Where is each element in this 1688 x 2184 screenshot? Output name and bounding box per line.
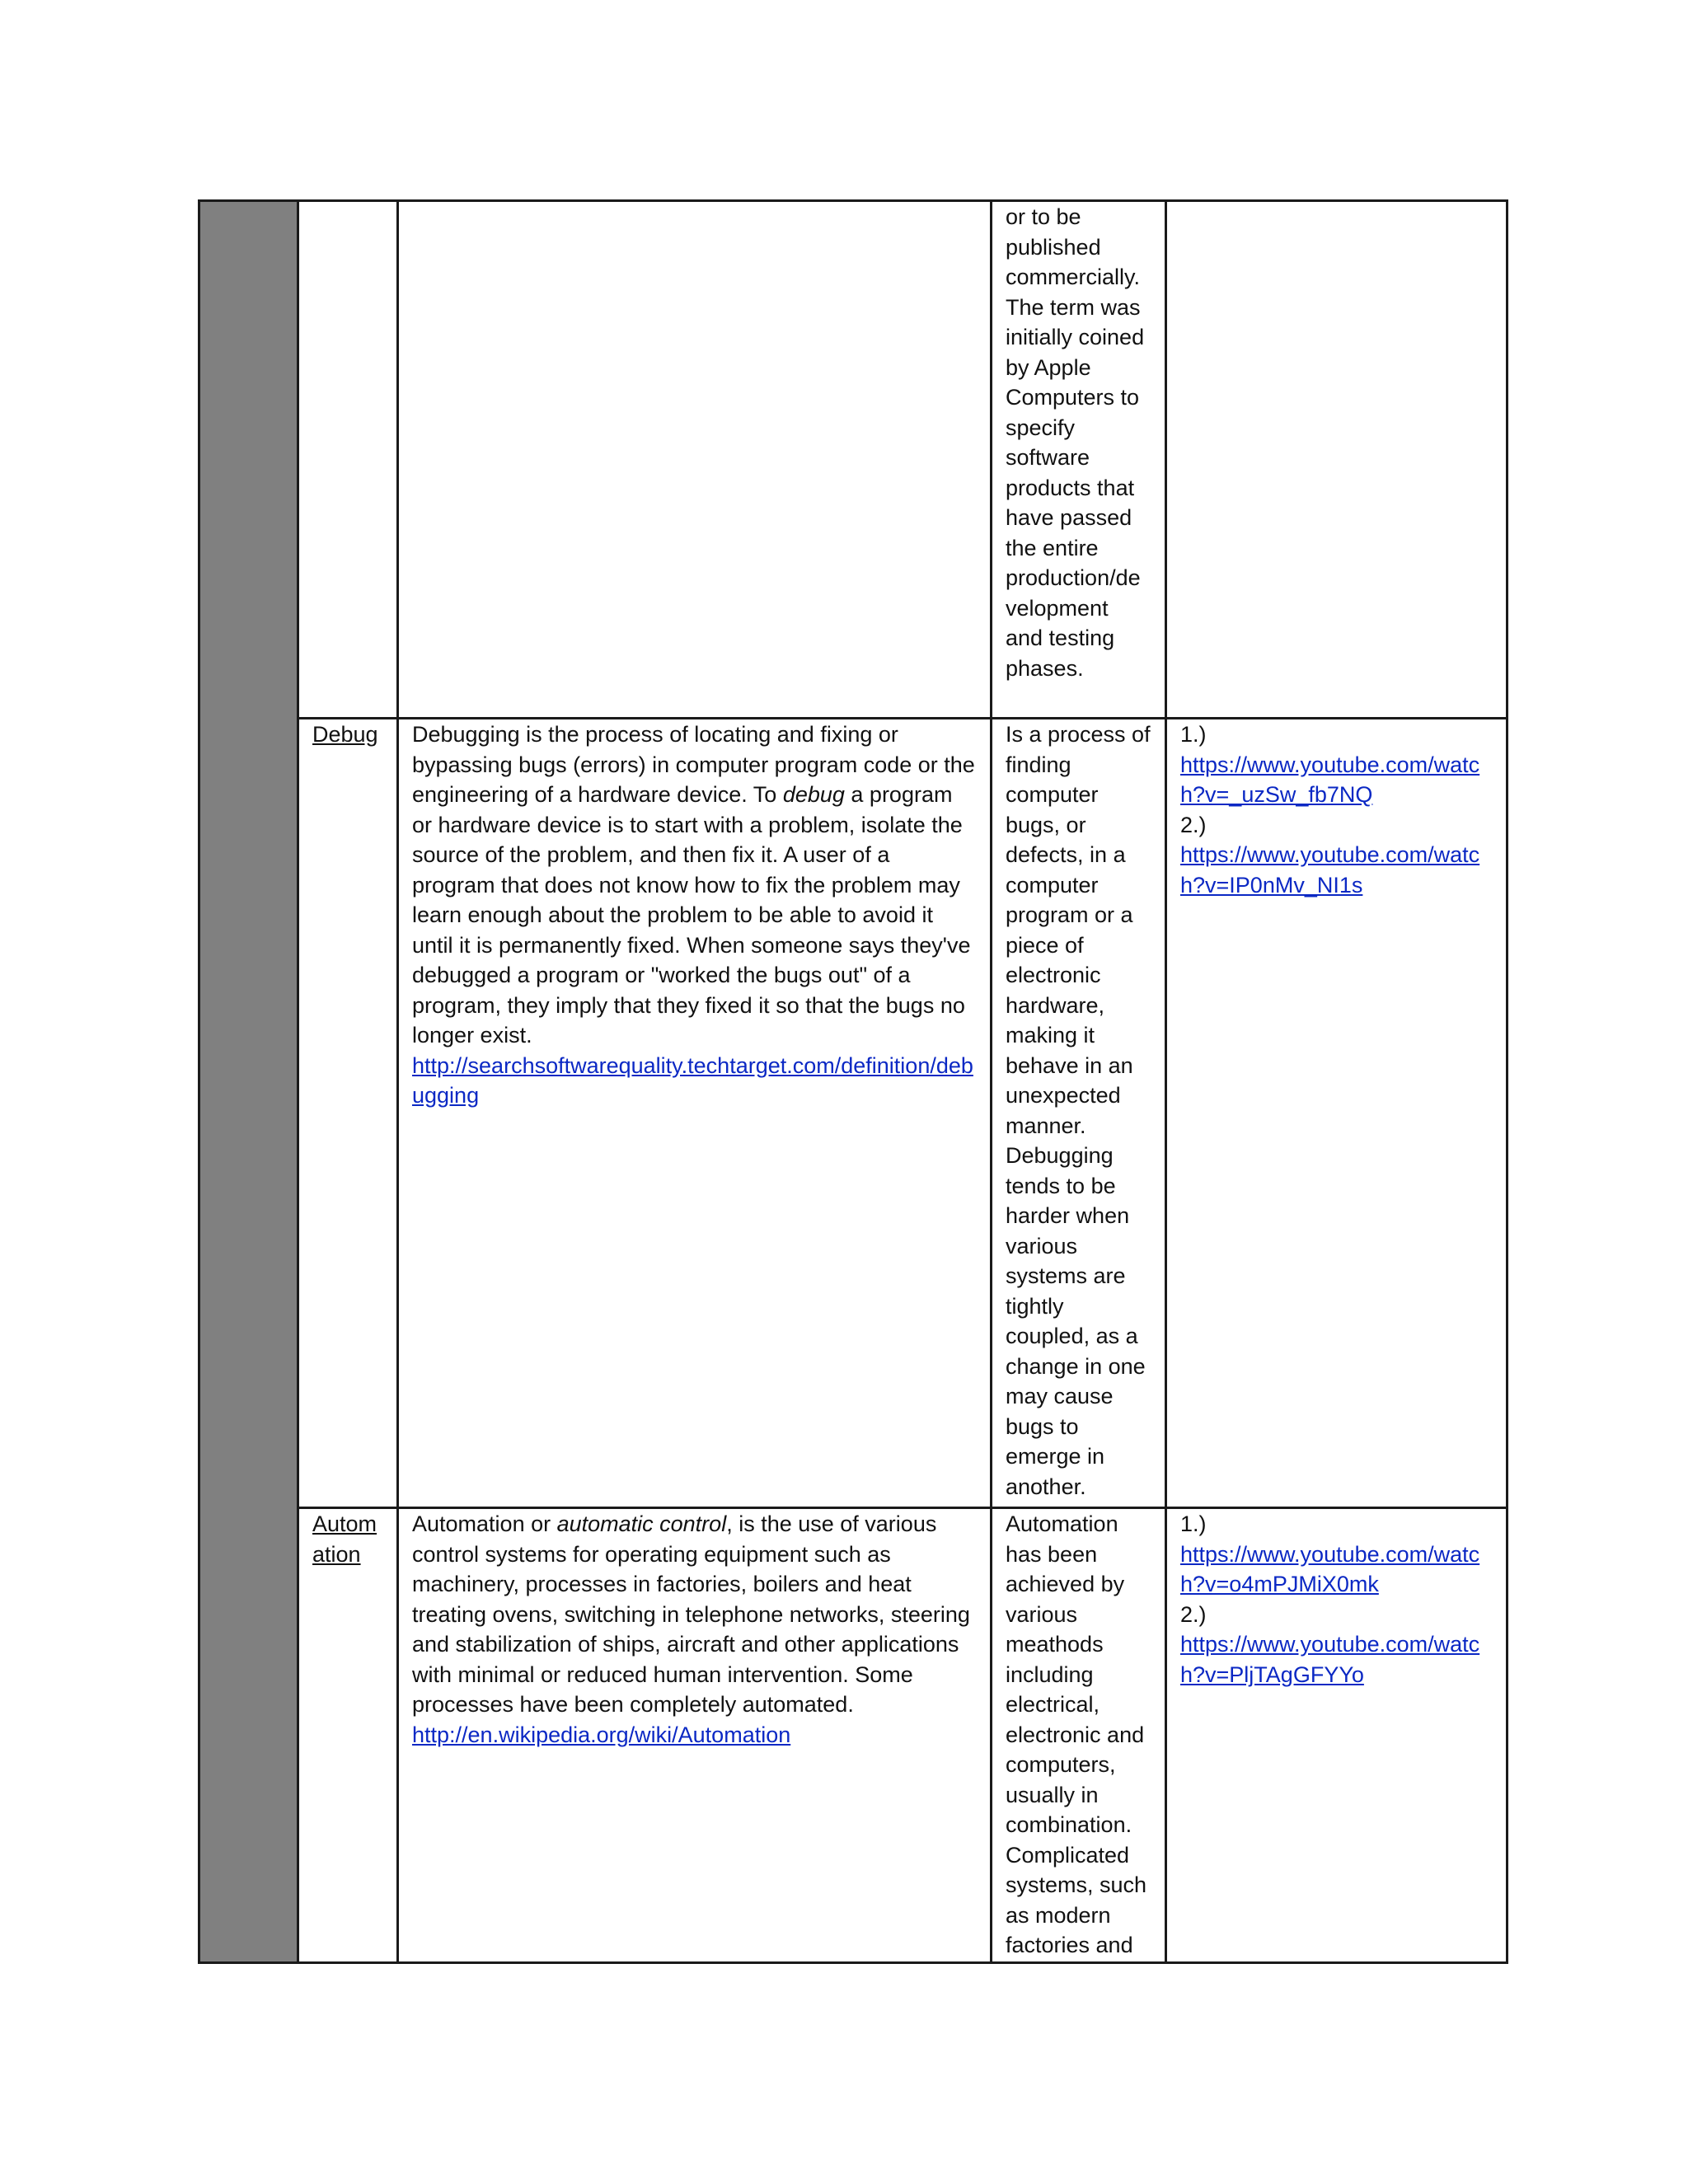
video-link-number: 1.)	[1180, 1511, 1207, 1536]
definition-text-end: , is the use of various control systems for operating equipment such as machinery, processes in factories, boilers and heat treating ovens, switching in telephone networks, steering and stabilization of ships, aircraft and other applications with minimal or reduced human intervention. Some processes have been completely automated.	[412, 1511, 970, 1717]
definition-cell	[398, 1508, 992, 1963]
video-link-number: 1.)	[1180, 722, 1207, 747]
video-links-cell	[1166, 719, 1507, 1508]
video-link[interactable]: https://www.youtube.com/watch?v=o4mPJMiX0mk	[1180, 1541, 1480, 1596]
video-links-cell	[1166, 201, 1507, 719]
video-link-item	[1180, 1600, 1493, 1690]
term-cell	[298, 201, 398, 719]
meaning-text: or to be published commercially. The term was initially coined by Apple Computers to specify software products that have passed the entire production/development and testing phases.	[1006, 204, 1145, 681]
glossary-table	[198, 199, 1508, 1964]
sidebar-gray-column	[199, 201, 298, 1963]
video-link-item	[1180, 1509, 1493, 1600]
definition-italic-term: debug	[782, 782, 845, 807]
definition-italic-term: automatic control	[556, 1511, 727, 1536]
video-link-item	[1180, 719, 1493, 810]
term-label: Automation	[312, 1511, 377, 1567]
meaning-text: Automation has been achieved by various meathods including electrical, electronic and computers, usually in combination. Complicated systems, such as modern factories and	[1006, 1511, 1147, 1957]
term-label: Debug	[312, 722, 378, 747]
video-link[interactable]: https://www.youtube.com/watch?v=IP0nMv_NI1s	[1180, 842, 1480, 898]
definition-cell	[398, 201, 992, 719]
definition-source-link[interactable]: http://searchsoftwarequality.techtarget.com/definition/debugging	[412, 1052, 973, 1108]
definition-text-start: Debugging is the process of locating and fixing or bypassing bugs (errors) in computer program code or the engineering of a hardware device. To	[412, 722, 975, 807]
video-link-number: 2.)	[1180, 812, 1207, 837]
video-link-item	[1180, 810, 1493, 901]
video-link-number: 2.)	[1180, 1601, 1207, 1627]
video-link[interactable]: https://www.youtube.com/watch?v=PljTAgGFYYo	[1180, 1632, 1480, 1687]
definition-text-start: Automation or	[412, 1511, 557, 1536]
table-row	[199, 201, 1507, 719]
meaning-cell	[992, 201, 1166, 719]
video-link[interactable]: https://www.youtube.com/watch?v=_uzSw_fb7NQ	[1180, 752, 1480, 807]
definition-text-end: a program or hardware device is to start with a problem, isolate the source of the problem, and then fix it. A user of a program that does not know how to fix the problem may learn enough about the problem to be able to avoid it until it is permanently fixed. When someone says they've debugged a program or "worked the bugs out" of a program, they imply that they fixed it so that the bugs no longer exist.	[412, 782, 971, 1047]
definition-source-link[interactable]: http://en.wikipedia.org/wiki/Automation	[412, 1722, 791, 1747]
term-cell	[298, 1508, 398, 1963]
definition-cell	[398, 719, 992, 1508]
meaning-text: Is a process of finding computer bugs, or defects, in a computer program or a piece of electronic hardware, making it behave in an unexpected manner. Debugging tends to be harder when various systems are tightly coupled, as a change in one may cause bugs to emerge in another.	[1006, 722, 1151, 1499]
table-row	[199, 719, 1507, 1508]
term-cell	[298, 719, 398, 1508]
table-row	[199, 1508, 1507, 1963]
video-links-cell	[1166, 1508, 1507, 1963]
meaning-cell	[992, 1508, 1166, 1963]
meaning-cell	[992, 719, 1166, 1508]
